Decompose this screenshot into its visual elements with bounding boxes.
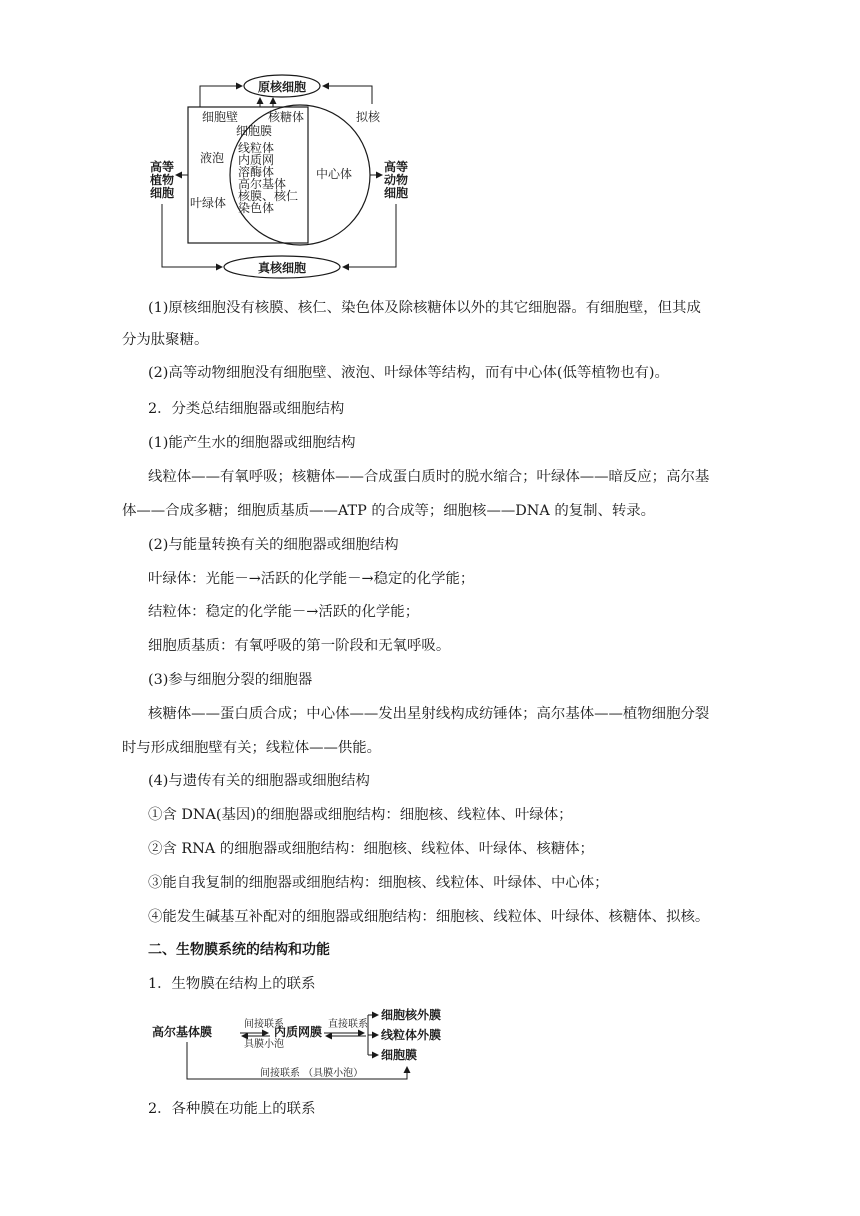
paragraph: 细胞质基质：有氧呼吸的第一阶段和无氧呼吸。 [148, 638, 451, 654]
cell-wall-label: 细胞壁 [202, 110, 239, 124]
paragraph: 核糖体——蛋白质合成；中心体——发出星射线构成纺锤体；高尔基体——植物细胞分裂 [148, 706, 710, 722]
cell-membrane-label: 细胞膜 [236, 124, 273, 138]
plasma-membrane-label: 细胞膜 [381, 1048, 418, 1062]
paragraph: 叶绿体：光能－→活跃的化学能－→稳定的化学能； [148, 571, 475, 587]
section-heading: 二、生物膜系统的结构和功能 [148, 942, 330, 958]
subsection-heading: (3)参与细胞分裂的细胞器 [148, 672, 313, 688]
subsection-heading: 2．分类总结细胞器或细胞结构 [148, 401, 345, 417]
er-membrane-label: 内质网膜 [274, 1025, 323, 1039]
shared-organelle: 溶酶体 [238, 165, 275, 179]
subsection-heading: (1)能产生水的细胞器或细胞结构 [148, 435, 356, 451]
indirect-vesicle-label: 间接联系 （具膜小泡） [260, 1068, 364, 1079]
mito-outer-membrane-label: 线粒体外膜 [381, 1028, 442, 1042]
shared-organelle: 高尔基体 [238, 177, 287, 191]
subsection-heading: (4)与遗传有关的细胞器或细胞结构 [148, 773, 370, 789]
golgi-membrane-label: 高尔基体膜 [152, 1025, 213, 1039]
direct-label: 直接联系 [328, 1019, 368, 1030]
higher-animal-label: 高等 [383, 160, 409, 174]
list-item: ④能发生碱基互补配对的细胞器或细胞结构：细胞核、线粒体、叶绿体、核糖体、拟核。 [148, 909, 710, 925]
vesicle-label: 具膜小泡 [244, 1039, 284, 1050]
paragraph: 分为肽聚糖。 [122, 332, 209, 348]
higher-plant-label: 细胞 [149, 186, 175, 200]
chloroplast-label: 叶绿体 [190, 196, 227, 210]
subsection-heading: 2．各种膜在功能上的联系 [148, 1101, 316, 1117]
centrosome-label: 中心体 [316, 167, 353, 181]
list-item: ③能自我复制的细胞器或细胞结构：细胞核、线粒体、叶绿体、中心体； [148, 875, 609, 891]
prokaryote-label: 原核细胞 [257, 80, 307, 94]
eukaryote-label: 真核细胞 [257, 261, 307, 275]
shared-organelle: 线粒体 [238, 141, 275, 155]
list-item: ①含 DNA(基因)的细胞器或细胞结构：细胞核、线粒体、叶绿体； [148, 807, 573, 823]
higher-animal-label: 动物 [383, 173, 409, 187]
cell-comparison-diagram [140, 74, 430, 280]
paragraph: 时与形成细胞壁有关；线粒体——供能。 [122, 740, 382, 756]
nucleoid-label: 拟核 [356, 110, 381, 124]
indirect-label: 间接联系 [244, 1019, 284, 1030]
nuclear-outer-membrane-label: 细胞核外膜 [381, 1008, 442, 1022]
subsection-heading: (2)与能量转换有关的细胞器或细胞结构 [148, 537, 399, 553]
paragraph: 体——合成多糖；细胞质基质——ATP 的合成等；细胞核——DNA 的复制、转录。 [122, 503, 656, 519]
ribosome-label: 核糖体 [268, 110, 305, 124]
higher-plant-label: 高等 [149, 160, 175, 174]
higher-animal-label: 细胞 [383, 186, 409, 200]
higher-plant-label: 植物 [149, 173, 175, 187]
paragraph: (2)高等动物细胞没有细胞壁、液泡、叶绿体等结构，而有中心体(低等植物也有)。 [148, 365, 669, 381]
shared-organelle: 核膜、核仁 [238, 189, 299, 203]
shared-organelle: 内质网 [238, 153, 275, 167]
paragraph: 结粒体：稳定的化学能－→活跃的化学能； [148, 604, 420, 620]
shared-organelle: 染色体 [238, 201, 275, 215]
membrane-connection-diagram [150, 1005, 450, 1085]
subsection-heading: 1．生物膜在结构上的联系 [148, 976, 316, 992]
paragraph: (1)原核细胞没有核膜、核仁、染色体及除核糖体以外的其它细胞器。有细胞壁，但其成 [148, 300, 701, 316]
paragraph: 线粒体——有氧呼吸；核糖体——合成蛋白质时的脱水缩合；叶绿体——暗反应；高尔基 [148, 469, 710, 485]
list-item: ②含 RNA 的细胞器或细胞结构：细胞核、线粒体、叶绿体、核糖体； [148, 841, 594, 857]
vacuole-label: 液泡 [200, 151, 225, 165]
